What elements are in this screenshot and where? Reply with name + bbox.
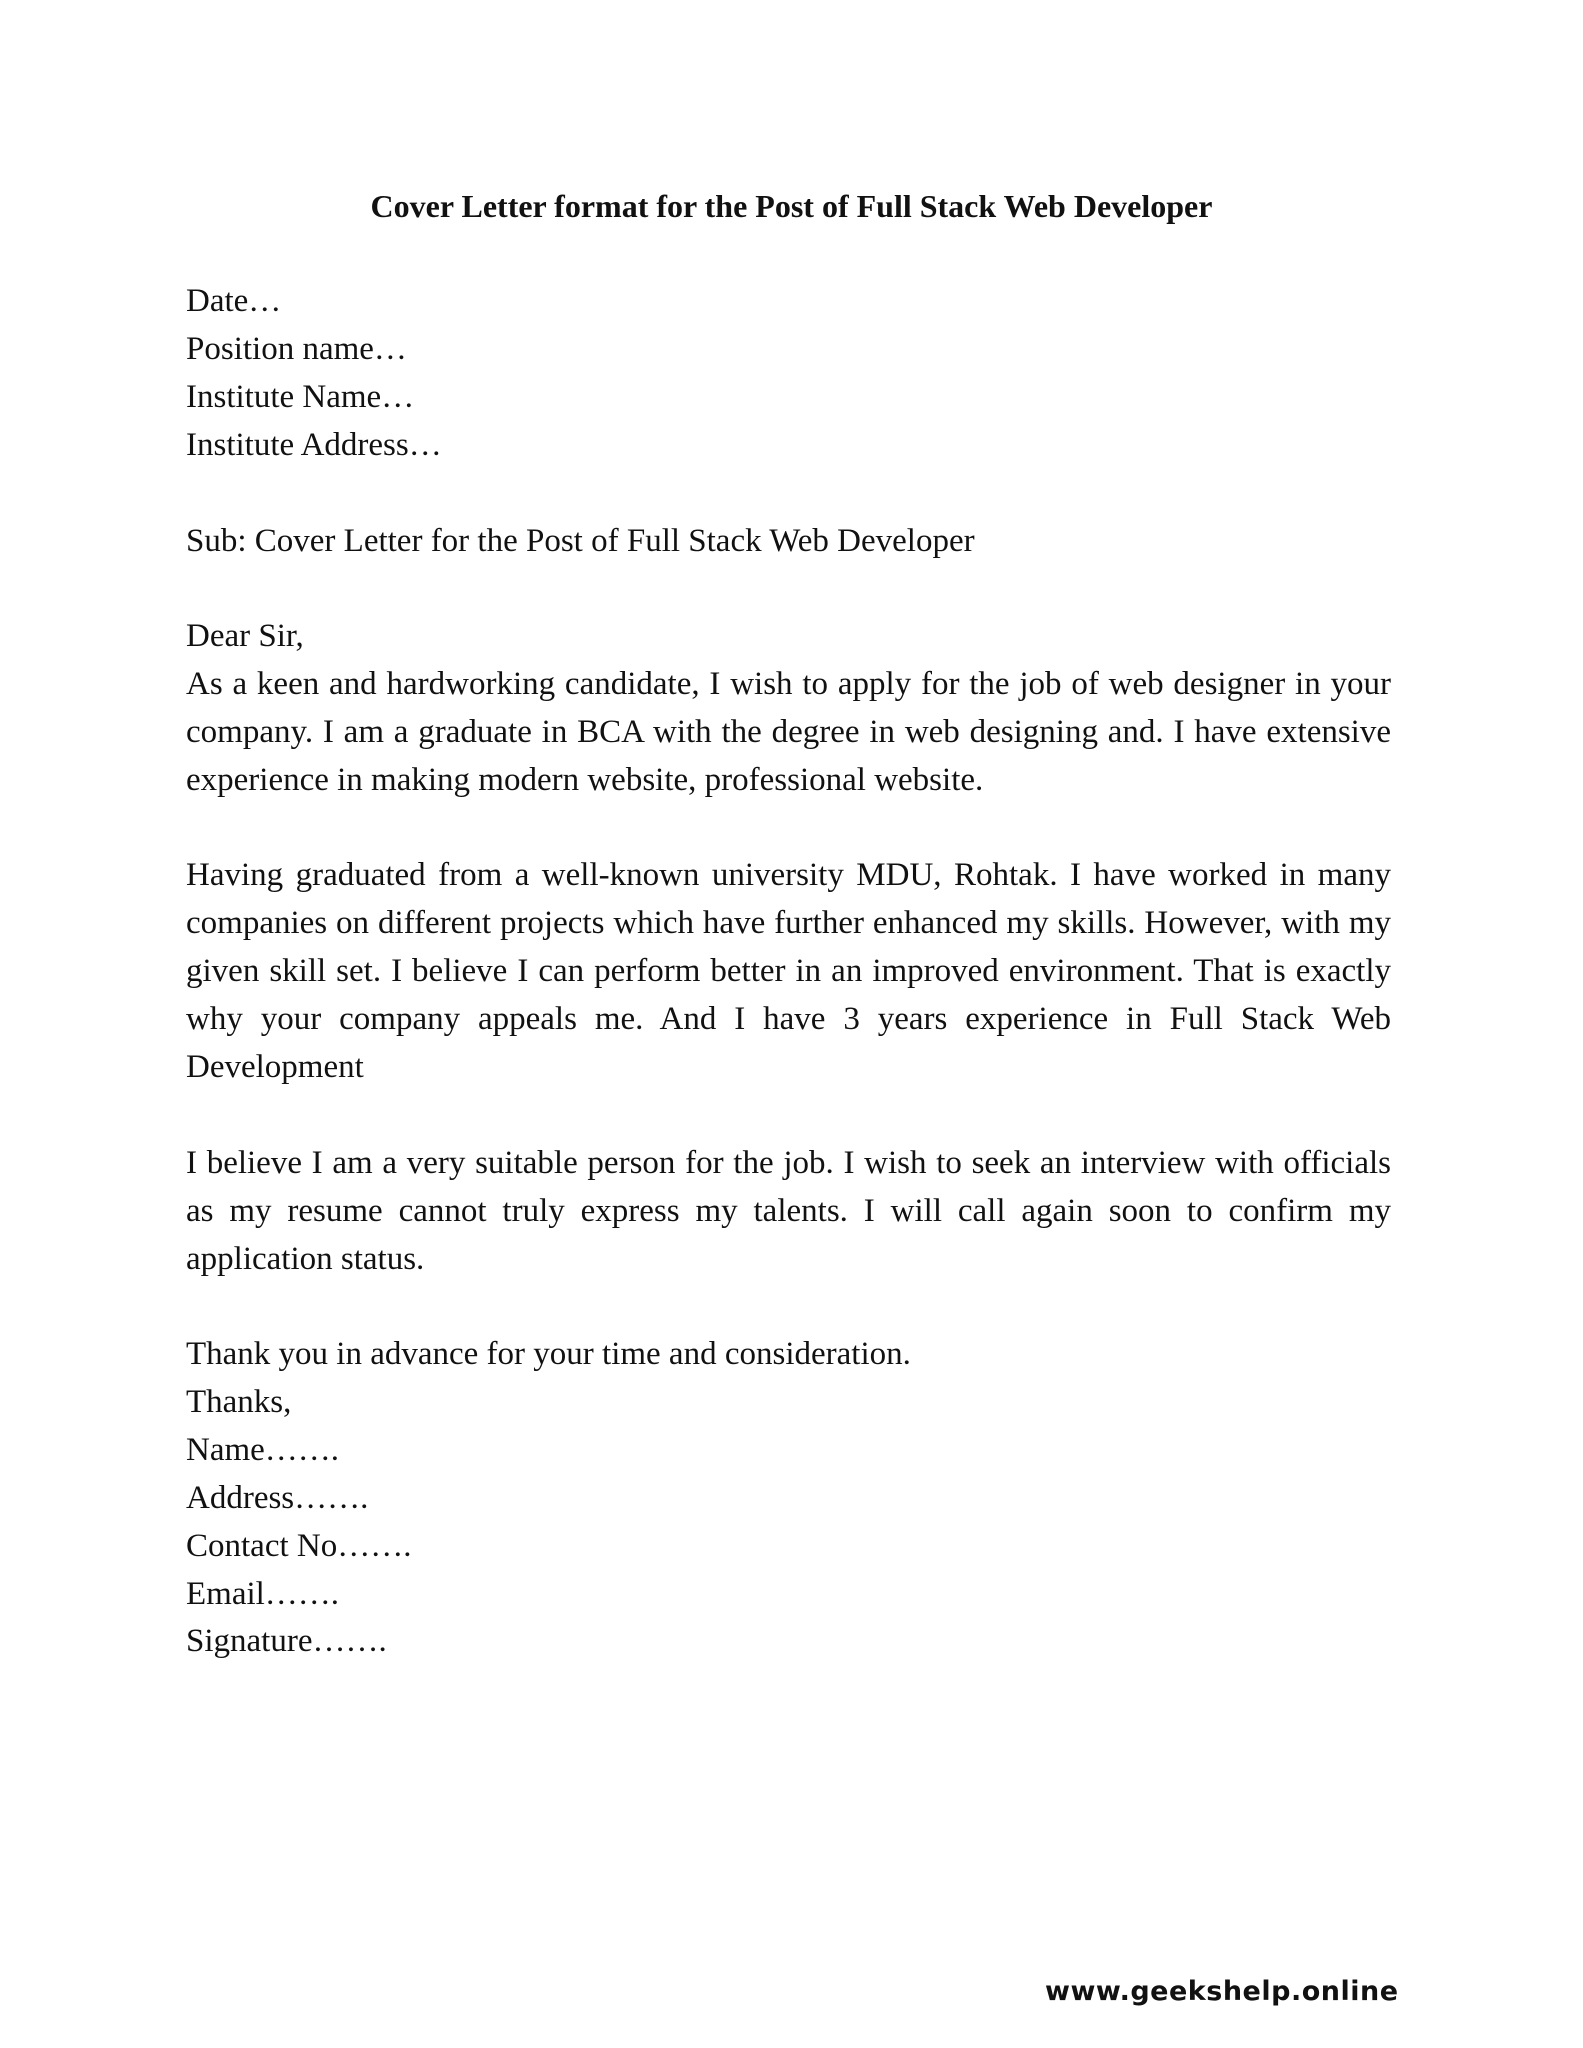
date-field: Date… — [186, 283, 282, 319]
paragraph-3: I believe I am a very suitable person for the job. I wish to seek an interview with officials as my resume cannot truly express my talents. I will call again soon to confirm my application status. — [186, 1145, 1391, 1277]
paragraph-2: Having graduated from a well-known university MDU, Rohtak. I have worked in many companies on different projects which have further enhanced my skills. However, with my given skill set. I believe I can perform better in an improved environment. That is exactly why your company appeals me. And I have 3 years experience in Full Stack Web Development — [186, 857, 1391, 1085]
subject-line — [186, 517, 1391, 565]
position-name-field: Position name… — [186, 331, 407, 367]
subject-text: Sub: Cover Letter for the Post of Full Stack Web Developer — [186, 523, 975, 559]
name-field: Name……. — [186, 1432, 340, 1468]
salutation-text: Dear Sir, — [186, 618, 304, 654]
salutation — [186, 612, 1391, 660]
paragraph-1: As a keen and hardworking candidate, I wish to apply for the job of web designer in your company. I am a graduate in BCA with the degree in web designing and. I have extensive experience in making modern website, professional website. — [186, 666, 1391, 798]
institute-address-field: Institute Address… — [186, 427, 442, 463]
closing-block — [186, 1330, 1391, 1618]
contact-field: Contact No……. — [186, 1528, 412, 1564]
email-field: Email……. — [186, 1576, 340, 1612]
address-field: Address……. — [186, 1480, 369, 1516]
document-title: Cover Letter format for the Post of Full Stack Web Developer — [370, 188, 1213, 224]
thanks-line: Thanks, — [186, 1384, 292, 1420]
signature-block — [186, 1617, 1391, 1665]
website-watermark: www.geekshelp.online — [1045, 1976, 1399, 2007]
institute-name-field: Institute Name… — [186, 379, 415, 415]
header-fields — [186, 277, 1391, 469]
signature-field: Signature……. — [186, 1623, 387, 1659]
thank-you-line: Thank you in advance for your time and consideration. — [186, 1336, 911, 1372]
